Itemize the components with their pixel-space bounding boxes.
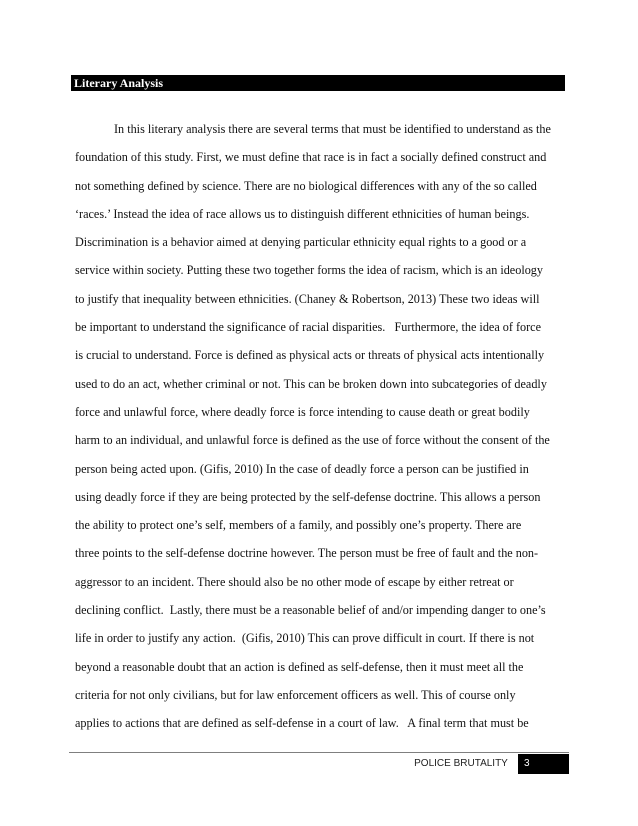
- paragraph-line: not something defined by science. There are no biological differences with any of the so called: [75, 178, 537, 193]
- paragraph-line: three points to the self-defense doctrine however. The person must be free of fault and the non-: [75, 546, 539, 561]
- paragraph-line: be important to understand the significance of racial disparities. Furthermore, the idea of force: [75, 320, 542, 335]
- paragraph-line: using deadly force if they are being protected by the self-defense doctrine. This allows a person: [75, 489, 541, 504]
- paragraph-line: harm to an individual, and unlawful force is defined as the use of force without the consent of the: [75, 433, 550, 448]
- paragraph-line: to justify that inequality between ethnicities. (Chaney & Robertson, 2013) These two ideas will: [75, 291, 540, 306]
- paragraph-line: force and unlawful force, where deadly force is force intending to cause death or great bodily: [75, 404, 530, 419]
- paragraph-line: the ability to protect one’s self, members of a family, and possibly one’s property. There are: [75, 518, 522, 533]
- paragraph-line: service within society. Putting these two together forms the idea of racism, which is an ideology: [75, 263, 543, 278]
- running-title: POLICE BRUTALITY: [414, 758, 508, 769]
- paragraph-line: foundation of this study. First, we must define that race is in fact a socially defined construct and: [75, 150, 547, 165]
- paragraph-line: used to do an act, whether criminal or not. This can be broken down into subcategories of deadly: [75, 376, 547, 391]
- page-number: 3: [518, 754, 569, 774]
- paragraph-line: is crucial to understand. Force is defined as physical acts or threats of physical acts intentionally: [75, 348, 545, 363]
- paragraph-line: applies to actions that are defined as self-defense in a court of law. A final term that must be: [75, 716, 529, 731]
- paragraph-line: declining conflict. Lastly, there must be a reasonable belief of and/or impending danger to one’s: [75, 603, 546, 618]
- paragraph-line: life in order to justify any action. (Gifis, 2010) This can prove difficult in court. If there is not: [75, 631, 535, 646]
- body-paragraph: [75, 115, 567, 738]
- paragraph-line: ‘races.’ Instead the idea of race allows us to distinguish different ethnicities of human beings.: [75, 206, 530, 221]
- paragraph-line: beyond a reasonable doubt that an action is defined as self-defense, then it must meet all the: [75, 659, 524, 674]
- paragraph-line: In this literary analysis there are several terms that must be identified to understand as the: [114, 122, 551, 136]
- paragraph-line: Discrimination is a behavior aimed at denying particular ethnicity equal rights to a good or a: [75, 235, 527, 250]
- paragraph-line: person being acted upon. (Gifis, 2010) In the case of deadly force a person can be justified in: [75, 461, 529, 476]
- footer-divider: [69, 752, 569, 753]
- paragraph-line: criteria for not only civilians, but for law enforcement officers as well. This of course only: [75, 687, 516, 702]
- paragraph-line: aggressor to an incident. There should also be no other mode of escape by either retreat or: [75, 574, 514, 589]
- section-heading: Literary Analysis: [71, 75, 565, 91]
